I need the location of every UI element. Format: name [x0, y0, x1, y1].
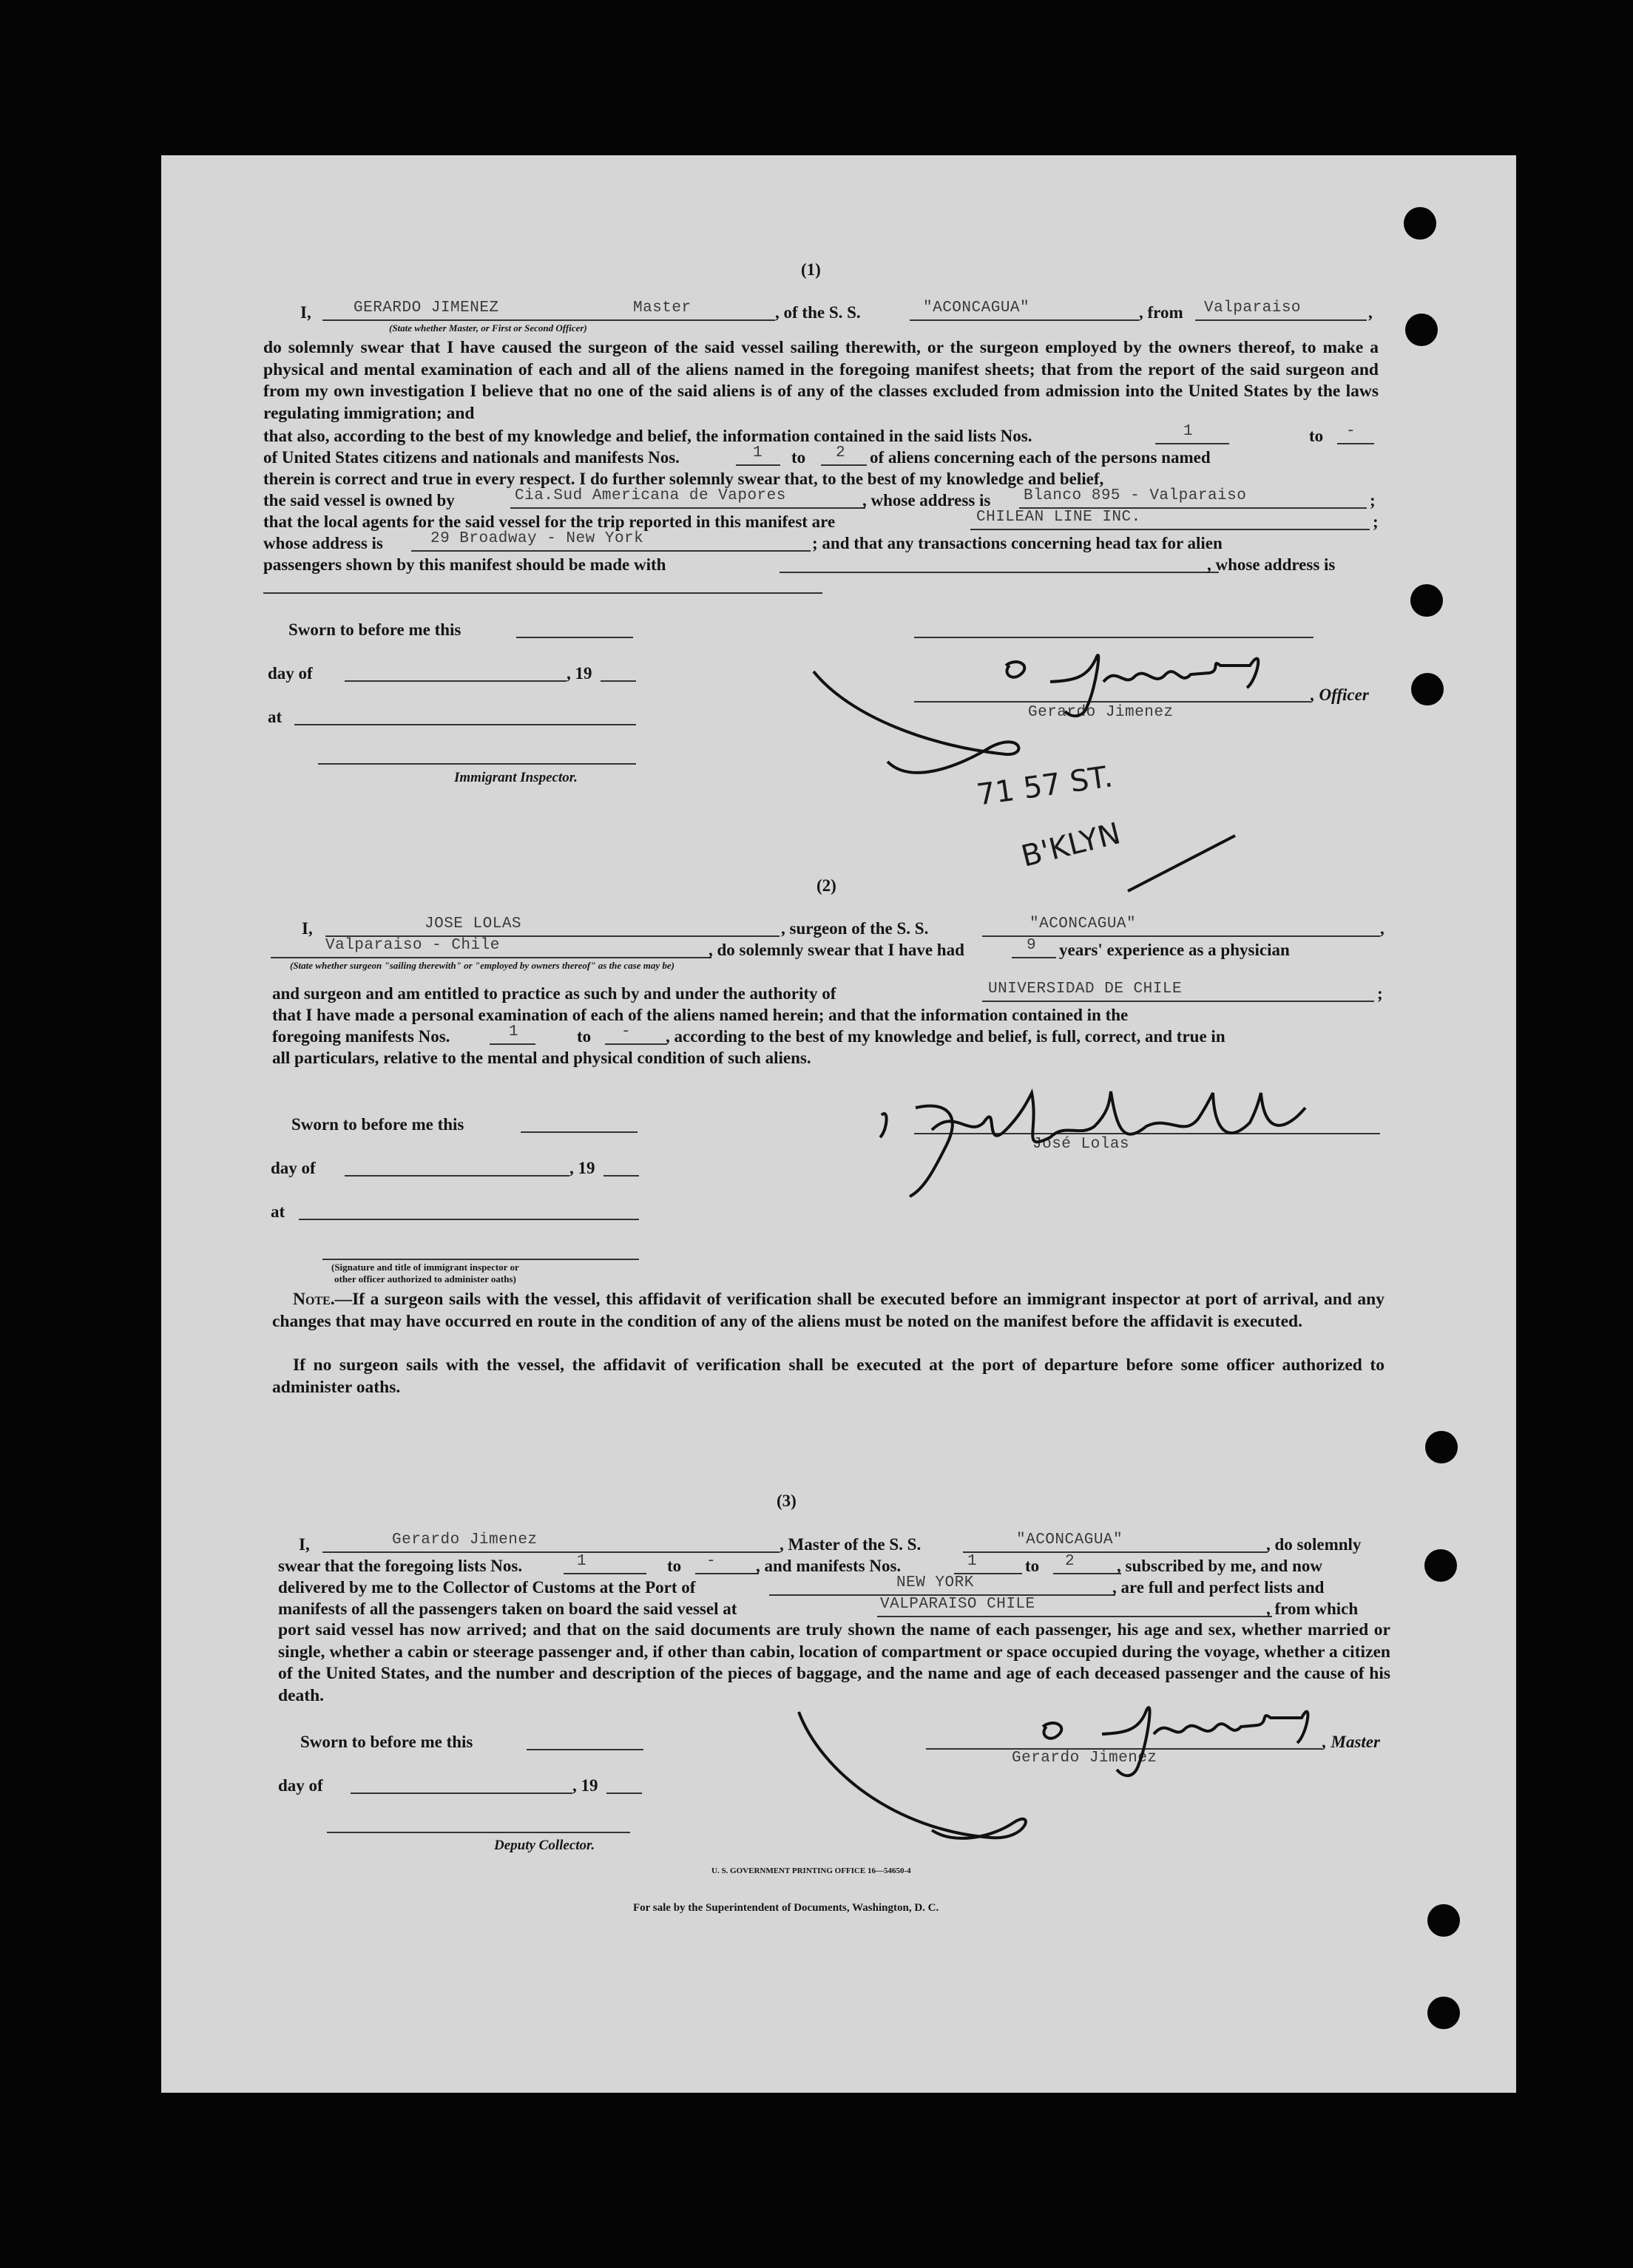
lists-from-3: 1	[577, 1553, 587, 1570]
master-name-line	[322, 319, 775, 321]
note-label: Note.	[293, 1290, 335, 1309]
from-label: , from	[1139, 303, 1183, 322]
surgeon-typed-signature: José Lolas	[1032, 1136, 1130, 1153]
years-experience: 9	[1027, 937, 1037, 954]
from-port: Valparaiso	[1204, 299, 1302, 316]
binder-hole	[1410, 584, 1443, 617]
ship-line	[910, 319, 1139, 321]
signature-caption-2: other officer authorized to administer oaths)	[334, 1273, 516, 1284]
printing-office-line: U. S. GOVERNMENT PRINTING OFFICE 16—54650-4	[711, 1866, 911, 1875]
label-i: I,	[300, 303, 311, 322]
master-signature-3	[791, 1682, 1309, 1852]
handwritten-address: 71 57 ST.	[974, 759, 1115, 813]
binder-hole	[1425, 1431, 1458, 1463]
binder-hole	[1427, 1904, 1460, 1937]
binder-hole	[1405, 314, 1438, 346]
note-paragraph	[272, 1289, 1384, 1333]
handwritten-borough: B'KLYN	[1018, 816, 1124, 874]
master-label: , Master	[1322, 1733, 1380, 1751]
owner-name: Cia.Sud Americana de Vapores	[515, 487, 786, 504]
section-number: (1)	[801, 260, 821, 279]
surgeon-signature	[873, 1086, 1390, 1204]
oath-body: do solemnly swear that I have caused the surgeon of the said vessel sailing therewith, or the surgeon employed by the owners thereof, to make a physical and mental examination of each and all of the aliens named in the foregoing manifest sheets; that from the report of the said surgeon and from my own investigation I believe that no one of the said aliens is of any of the classes excluded from admission into the United States by the laws regulating immigration; and	[263, 338, 1379, 423]
surgeon-ship: "ACONCAGUA"	[1030, 915, 1137, 932]
lists-to-3: -	[706, 1553, 717, 1570]
manifests-to: 2	[836, 444, 846, 461]
ship-name-3: "ACONCAGUA"	[1016, 1531, 1123, 1548]
lists-from: 1	[1183, 423, 1194, 440]
deputy-collector-label: Deputy Collector.	[494, 1838, 595, 1853]
binder-hole	[1404, 207, 1436, 240]
surgeon-name: JOSE LOLAS	[425, 915, 522, 932]
local-agents: CHILEAN LINE INC.	[976, 509, 1141, 526]
manifests-to-3: 2	[1065, 1553, 1075, 1570]
section-number: (2)	[816, 876, 836, 895]
binder-hole	[1411, 673, 1444, 705]
master-rank: Master	[633, 299, 692, 316]
officer-typed-signature: Gerardo Jimenez	[1028, 704, 1174, 721]
practice-authority: UNIVERSIDAD DE CHILE	[988, 981, 1183, 998]
for-sale-line: For sale by the Superintendent of Documents, Washington, D. C.	[633, 1902, 939, 1914]
of-ss-label: , of the S. S.	[775, 303, 861, 322]
binder-hole	[1427, 1997, 1460, 2029]
sworn-label: Sworn to before me this	[288, 620, 462, 639]
immigrant-inspector-label: Immigrant Inspector.	[454, 770, 578, 785]
lists-to: -	[1346, 423, 1356, 440]
rank-caption: (State whether Master, or First or Second Officer)	[389, 322, 587, 334]
signature-caption-1: (Signature and title of immigrant inspector or	[331, 1262, 519, 1273]
ship-name: "ACONCAGUA"	[923, 299, 1030, 316]
officer-label: , Officer	[1311, 686, 1369, 704]
manifests-from: 1	[753, 444, 763, 461]
departure-port: VALPARAISO CHILE	[880, 1596, 1035, 1613]
surgeon-manifests-from: 1	[509, 1023, 519, 1040]
binder-hole	[1424, 1549, 1457, 1582]
certification-body: port said vessel has now arrived; and that on the said documents are truly shown the name of each passenger, his age and sex, whether married or single, whether a cabin or steerage passenger and, if other than cabin, location of compartment or space occupied during the voyage, whether a citizen of the United States, and the number and description of the pieces of baggage, and the name and age of each deceased passenger and the cause of his death.	[278, 1620, 1390, 1705]
agent-address: 29 Broadway - New York	[430, 530, 644, 547]
manifests-from-3: 1	[967, 1553, 978, 1570]
surgeon-manifests-to: -	[621, 1023, 632, 1040]
section-number: (3)	[777, 1492, 797, 1510]
note-text: —If a surgeon sails with the vessel, this affidavit of verification shall be executed before an immigrant inspector at port of arrival, and any changes that may have occurred en route in the condition of any of the aliens must be noted on the manifest before the affidavit is executed.	[272, 1290, 1384, 1331]
master-typed-signature-3: Gerardo Jimenez	[1012, 1750, 1157, 1767]
master-name: GERARDO JIMENEZ	[354, 299, 499, 316]
handwritten-stroke	[1124, 828, 1242, 895]
surgeon-status-caption: (State whether surgeon "sailing therewith" or "employed by owners thereof" as the case may be)	[290, 960, 674, 971]
from-line	[1195, 319, 1367, 321]
note-paragraph-2: If no surgeon sails with the vessel, the affidavit of verification shall be executed at the port of departure before some officer authorized to administer oaths.	[272, 1355, 1384, 1397]
owner-address: Blanco 895 - Valparaiso	[1024, 487, 1247, 504]
lists-line-text: that also, according to the best of my knowledge and belief, the information contained in the said lists Nos.	[263, 427, 1032, 445]
surgeon-status: Valparaiso - Chile	[325, 937, 500, 954]
arrival-port: NEW YORK	[896, 1574, 974, 1591]
master-name-3: Gerardo Jimenez	[392, 1531, 538, 1548]
